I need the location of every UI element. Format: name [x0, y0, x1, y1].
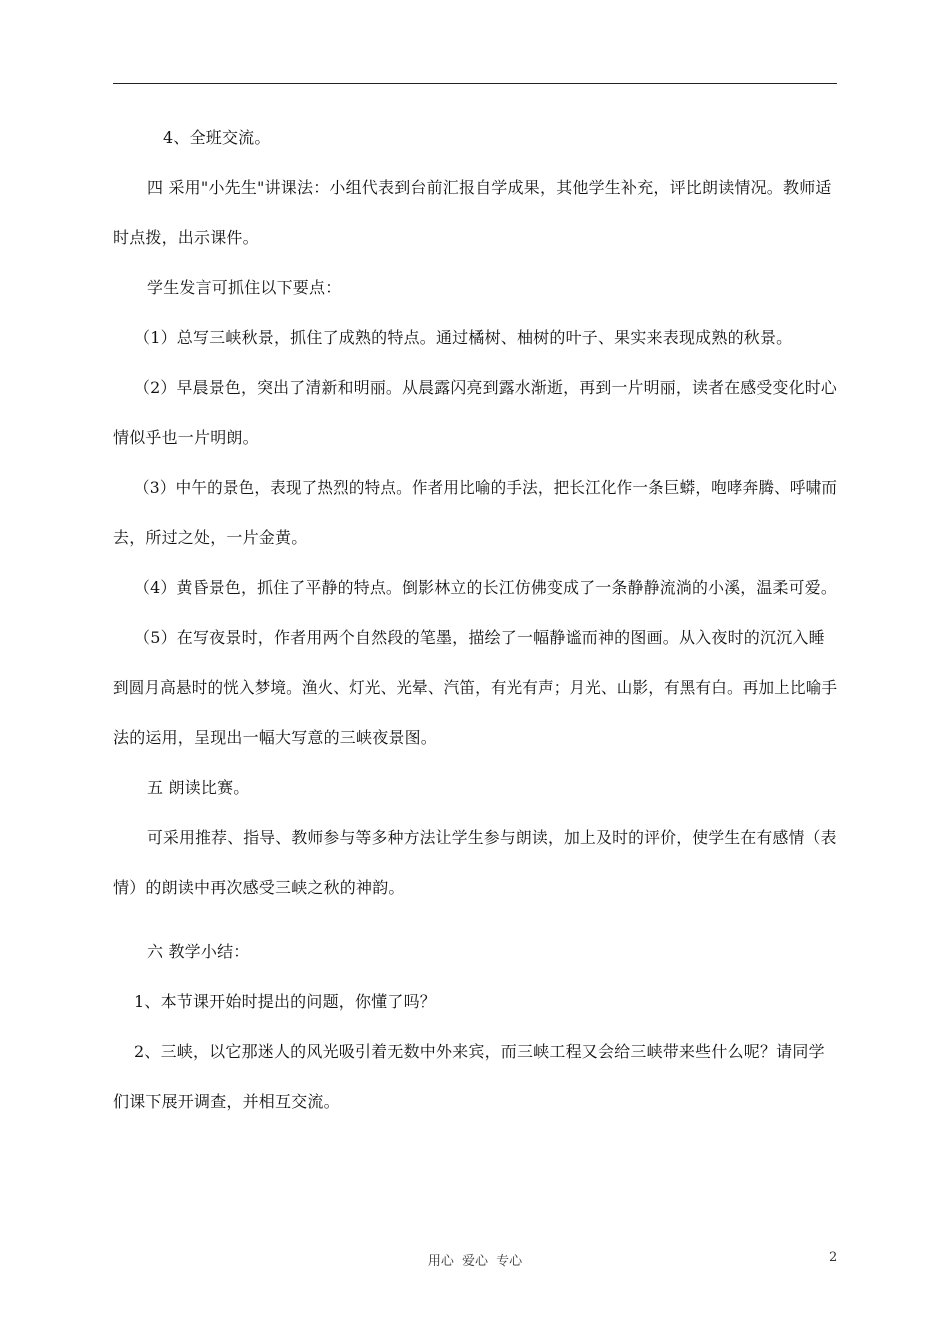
text-line: 情似乎也一片明朗。 [113, 428, 259, 447]
text-line: 们课下展开调查，并相互交流。 [113, 1092, 340, 1111]
text-line: 时点拨，出示课件。 [113, 228, 259, 247]
section-heading-four: 四 采用"小先生"讲课法：小组代表到台前汇报自学成果，其他学生补充，评比朗读情况。教师适 [147, 178, 832, 197]
text-line: 到圆月高悬时的恍入梦境。渔火、灯光、光晕、汽笛，有光有声；月光、山影，有黑有白。再加上比喻手 [113, 678, 838, 697]
text-line: 学生发言可抓住以下要点： [147, 278, 342, 297]
list-item: （5）在写夜景时，作者用两个自然段的笔墨，描绘了一幅静谧而神的图画。从入夜时的沉沉入睡 [134, 628, 825, 647]
list-item: （2）早晨景色，突出了清新和明丽。从晨露闪亮到露水渐逝，再到一片明丽，读者在感受变化时心 [134, 378, 837, 397]
header-rule [113, 83, 837, 84]
text-line: 4、全班交流。 [163, 128, 271, 147]
page-number: 2 [829, 1250, 838, 1265]
list-item: 2、三峡，以它那迷人的风光吸引着无数中外来宾，而三峡工程又会给三峡带来些什么呢？请同学 [134, 1042, 825, 1061]
section-heading-five: 五 朗读比赛。 [147, 778, 250, 797]
text-line: 法的运用，呈现出一幅大写意的三峡夜景图。 [113, 728, 438, 747]
text-line: 情）的朗读中再次感受三峡之秋的神韵。 [113, 878, 405, 897]
list-item: 1、本节课开始时提出的问题，你懂了吗？ [134, 992, 436, 1011]
text-line: 可采用推荐、指导、教师参与等多种方法让学生参与朗读，加上及时的评价，使学生在有感情（表 [147, 828, 837, 847]
list-item: （4）黄昏景色，抓住了平静的特点。倒影林立的长江仿佛变成了一条静静流淌的小溪，温柔可爱。 [134, 578, 837, 597]
list-item: （1）总写三峡秋景，抓住了成熟的特点。通过橘树、柚树的叶子、果实来表现成熟的秋景。 [134, 328, 793, 347]
footer-motto: 用心 爱心 专心 [427, 1254, 523, 1269]
text-line: 去，所过之处，一片金黄。 [113, 528, 308, 547]
list-item: （3）中午的景色，表现了热烈的特点。作者用比喻的手法，把长江化作一条巨蟒，咆哮奔腾、呼啸而 [134, 478, 838, 497]
section-heading-six: 六 教学小结： [147, 942, 250, 961]
